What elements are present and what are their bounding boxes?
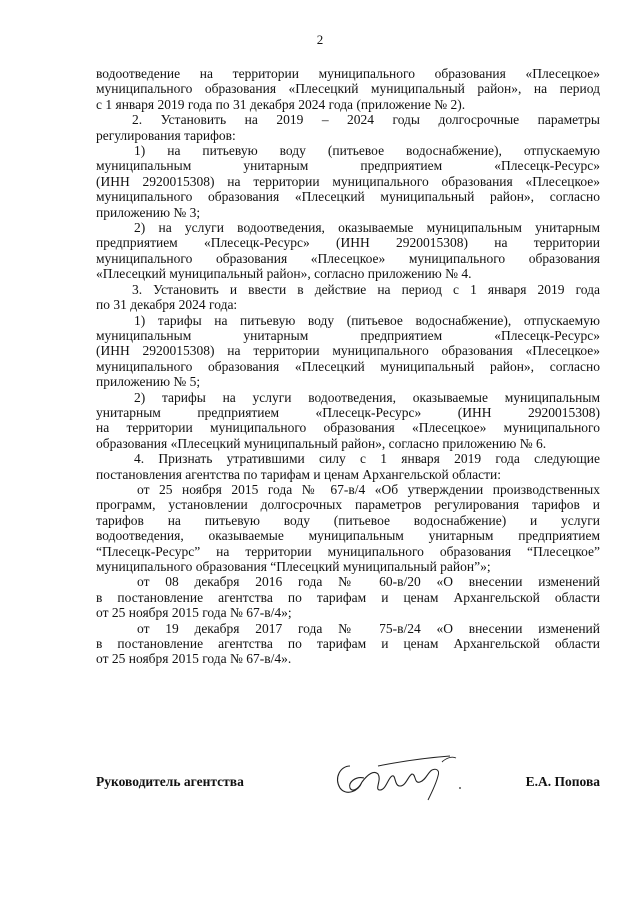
signatory-name: Е.А. Попова — [525, 774, 600, 789]
paragraph-repealed-1 — [96, 482, 600, 574]
document-body — [96, 66, 600, 667]
text-line: постановления агентства по тарифам и ценам Архангельской области: — [96, 466, 501, 482]
text-line: муниципальным унитарным предприятием «Плесецк-Ресурс» — [96, 327, 600, 343]
text-line: 1) тарифы на питьевую воду (питьевое водоснабжение), отпускаемую — [134, 312, 600, 328]
paragraph-continuation — [96, 66, 600, 112]
text-line: «Плесецкий муниципальный район», согласно приложению № 4. — [96, 266, 472, 282]
paragraph-item-3-2 — [96, 390, 600, 452]
text-line: (ИНН 2920015308) на территории муниципального образования «Плесецкое» — [96, 343, 600, 359]
text-line: муниципального образования «Плесецкий муниципальный район», согласно — [96, 358, 600, 374]
text-line: унитарным предприятием «Плесецк-Ресурс» (ИНН 2920015308) — [96, 404, 600, 420]
signature-block — [96, 764, 600, 804]
text-line: от 08 декабря 2016 года № 60-в/20 «О внесении изменений — [137, 574, 600, 590]
text-line: 1) на питьевую воду (питьевое водоснабжение), отпускаемую — [134, 143, 600, 159]
text-line: программ, установлении долгосрочных параметров регулирования тарифов и — [96, 497, 600, 513]
text-line: муниципального образования “Плесецкий муниципальный район”»; — [96, 559, 491, 574]
text-line: (ИНН 2920015308) на территории муниципального образования «Плесецкое» — [96, 173, 600, 189]
text-line: на территории муниципального образования «Плесецкое» муниципального — [96, 420, 600, 436]
paragraph-item-3 — [96, 282, 600, 313]
text-line: водоотведение на территории муниципального образования «Плесецкое» — [96, 66, 600, 81]
text-line: в постановление агентства по тарифам и ценам Архангельской области — [96, 636, 600, 652]
text-line: 2) на услуги водоотведения, оказываемые муниципальным унитарным — [134, 220, 600, 236]
text-line: образования «Плесецкий муниципальный район», согласно приложению № 6. — [96, 435, 547, 451]
paragraph-item-3-1 — [96, 313, 600, 390]
text-line: муниципального образования «Плесецкий муниципальный район», на период — [96, 81, 600, 97]
text-line: 2. Установить на 2019 – 2024 годы долгосрочные параметры — [132, 112, 600, 128]
text-line: приложению № 5; — [96, 374, 201, 390]
text-line: муниципального образования «Плесецкий муниципальный район», согласно — [96, 189, 600, 205]
text-line: по 31 декабря 2024 года: — [96, 297, 238, 313]
text-line: в постановление агентства по тарифам и ценам Архангельской области — [96, 589, 600, 605]
text-line: приложению № 3; — [96, 204, 201, 220]
paragraph-repealed-3 — [96, 621, 600, 667]
paragraph-item-2-2 — [96, 220, 600, 282]
signatory-title: Руководитель агентства — [96, 774, 244, 789]
handwritten-signature — [328, 752, 478, 813]
paragraph-item-2-1 — [96, 143, 600, 220]
text-line: 2) тарифы на услуги водоотведения, оказываемые муниципальным — [134, 389, 600, 405]
text-line: от 19 декабря 2017 года № 75-в/24 «О внесении изменений — [137, 620, 600, 636]
text-line: тарифов на питьевую воду (питьевое водоснабжение) и услуги — [96, 512, 600, 528]
text-line: “Плесецк-Ресурс” на территории муниципального образования “Плесецкое” — [96, 543, 600, 559]
text-line: муниципального образования «Плесецкое» муниципального образования — [96, 250, 600, 266]
text-line: предприятием «Плесецк-Ресурс» (ИНН 2920015308) на территории — [96, 235, 600, 251]
paragraph-item-2 — [96, 112, 600, 143]
text-line: от 25 ноября 2015 года № 67-в/4»; — [96, 605, 292, 621]
text-line: муниципальным унитарным предприятием «Плесецк-Ресурс» — [96, 158, 600, 174]
text-line: водоотведения, оказываемые муниципальным унитарным предприятием — [96, 528, 600, 544]
paragraph-repealed-2 — [96, 574, 600, 620]
text-line: 4. Признать утратившими силу с 1 января 2019 года следующие — [134, 451, 600, 467]
text-line: регулирования тарифов: — [96, 127, 236, 143]
text-line: 3. Установить и ввести в действие на период с 1 января 2019 года — [132, 281, 600, 297]
page-number: 2 — [316, 32, 324, 47]
text-line: с 1 января 2019 года по 31 декабря 2024 года (приложение № 2). — [96, 96, 466, 112]
text-line: от 25 ноября 2015 года № 67-в/4». — [96, 651, 292, 667]
text-line: от 25 ноября 2015 года № 67-в/4 «Об утверждении производственных — [137, 481, 600, 497]
paragraph-item-4 — [96, 451, 600, 482]
